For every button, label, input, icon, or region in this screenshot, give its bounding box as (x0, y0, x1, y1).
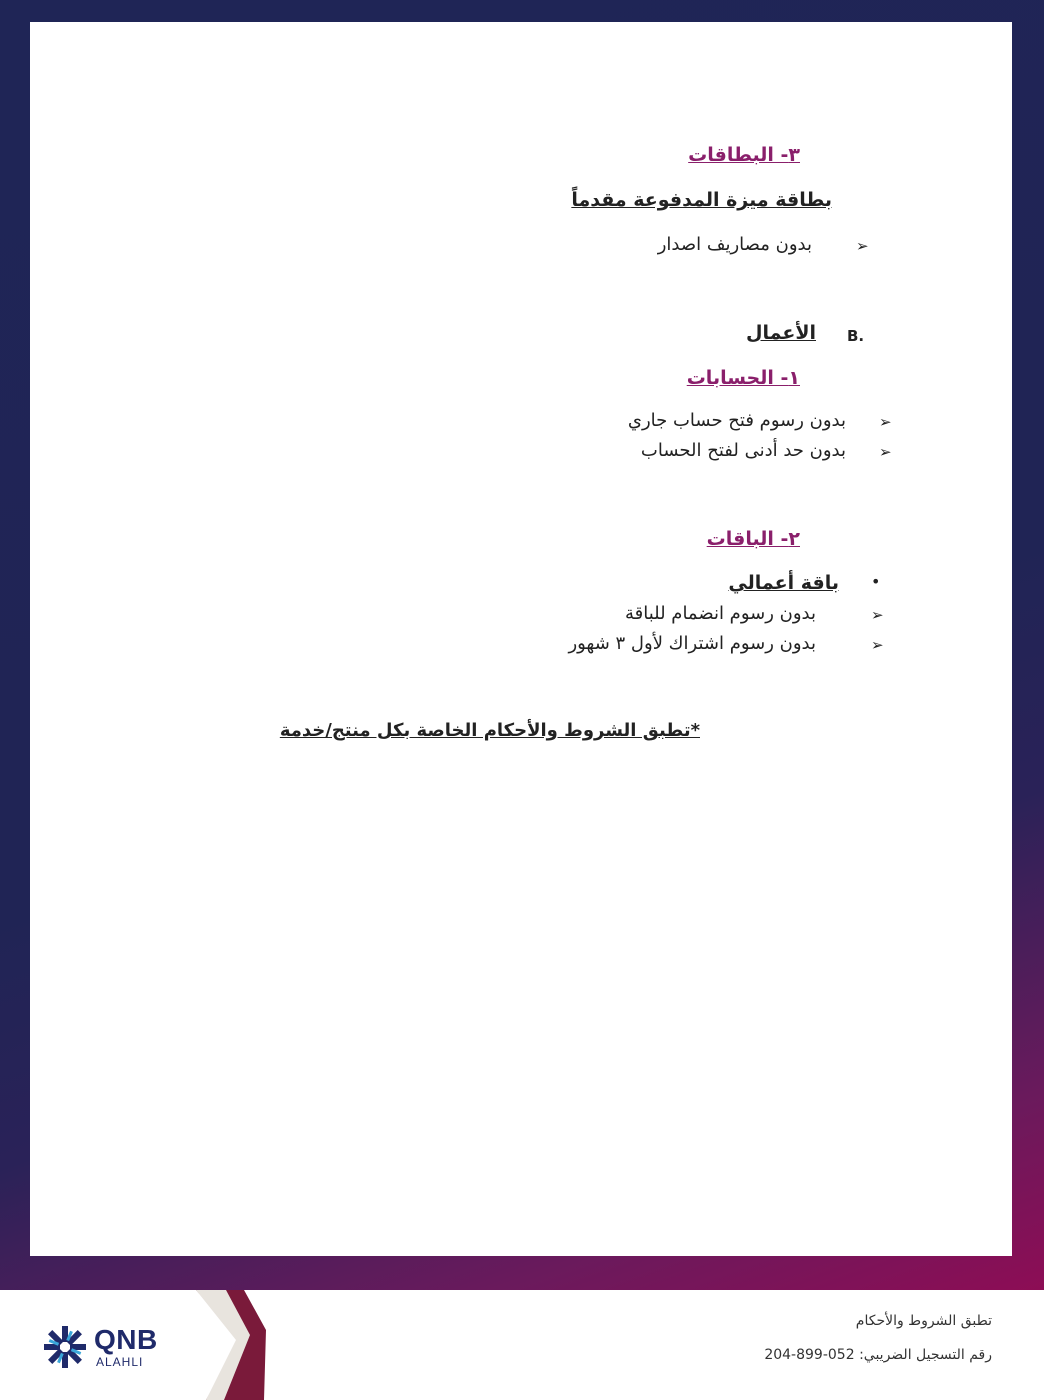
package-item: بدون رسوم انضمام للباقة (624, 603, 816, 624)
card-title: بطاقة ميزة المدفوعة مقدماً (571, 189, 832, 211)
footer-bar (0, 1290, 1044, 1400)
tax-label: رقم التسجيل الضريبي: (859, 1347, 992, 1363)
logo-main-text: QNB (94, 1324, 158, 1355)
logo-sub-text: ALAHLI (96, 1355, 144, 1369)
footer-terms: تطبق الشروط والأحكام (855, 1313, 992, 1329)
arrow-bullet-icon: ➢ (871, 636, 884, 654)
arrow-bullet-icon: ➢ (856, 237, 869, 255)
qnb-emblem-icon (42, 1324, 88, 1370)
business-marker: B. (847, 327, 865, 345)
package-title: باقة أعمالي (728, 572, 839, 594)
arrow-bullet-icon: ➢ (879, 443, 892, 461)
arrow-bullet-icon: ➢ (871, 606, 884, 624)
accounts-heading: ١- الحسابات (686, 367, 800, 389)
account-item: بدون حد أدنى لفتح الحساب (640, 440, 846, 461)
qnb-logo (42, 1324, 182, 1374)
arrow-bullet-icon: ➢ (879, 413, 892, 431)
packages-heading: ٢- الباقات (706, 528, 800, 550)
business-heading: الأعمال (746, 322, 816, 344)
footer-tax (764, 1347, 992, 1363)
package-item: بدون رسوم اشتراك لأول ٣ شهور (568, 633, 816, 654)
document-page (30, 22, 1012, 1256)
tax-number: 204-899-052 (764, 1347, 855, 1363)
account-item: بدون رسوم فتح حساب جاري (627, 410, 846, 431)
card-item: بدون مصاريف اصدار (657, 234, 812, 255)
cards-heading: ٣- البطاقات (688, 144, 800, 166)
terms-note: *تطبق الشروط والأحكام الخاصة بكل منتج/خدمة (279, 720, 700, 741)
dot-bullet-icon: • (871, 572, 881, 591)
